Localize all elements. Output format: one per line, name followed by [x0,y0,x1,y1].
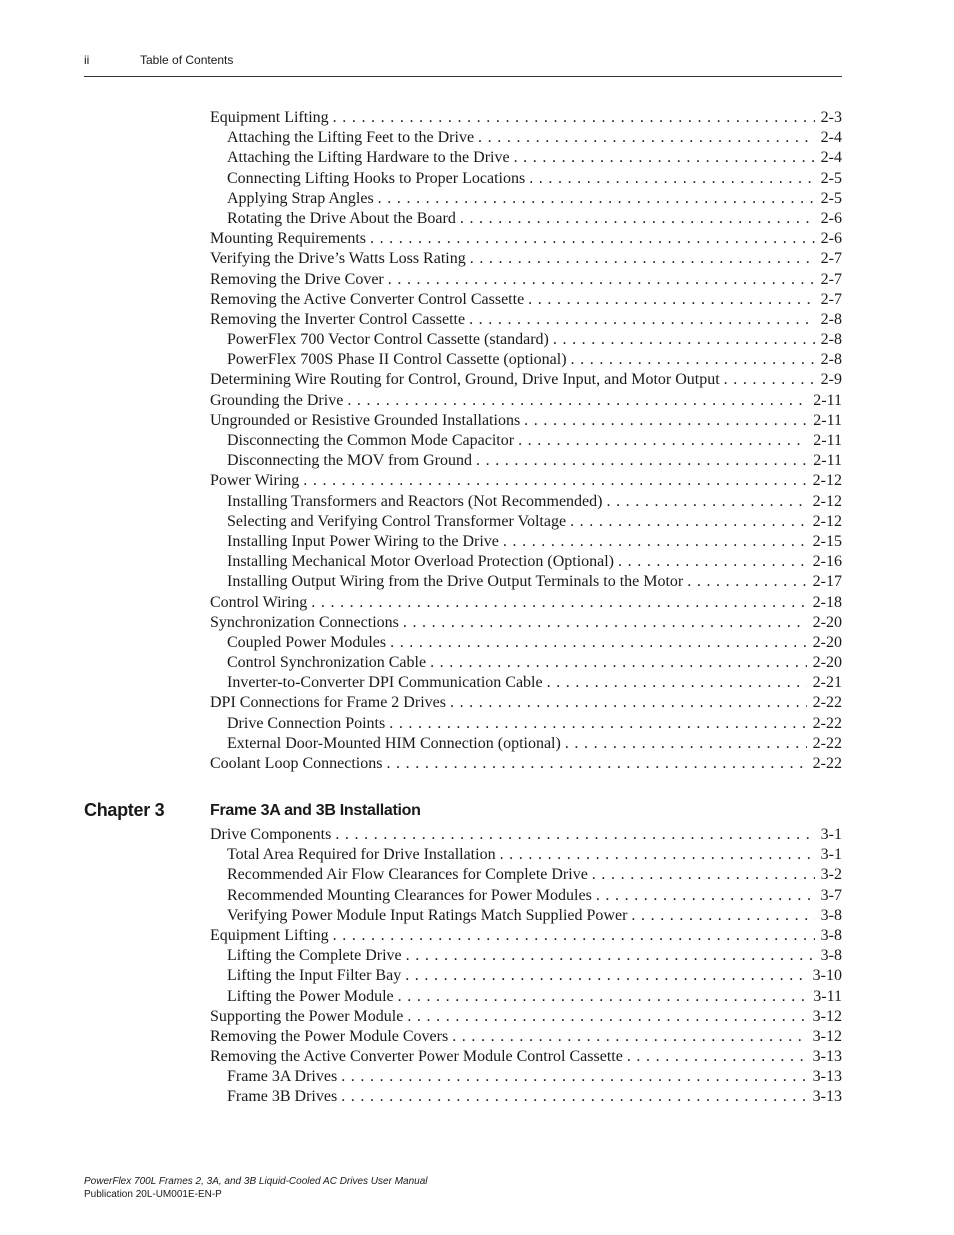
toc-entry-page: 3-2 [820,866,842,884]
toc-entry-page: 2-22 [812,755,842,772]
toc-entry-page: 3-1 [820,846,842,864]
toc-entry-title: Equipment Lifting [210,109,329,126]
toc-entry[interactable] [210,1007,842,1027]
page-number: ii [84,53,90,67]
toc-entry[interactable] [210,1087,842,1107]
toc-entry-title: Removing the Drive Cover [210,270,384,288]
toc-dot-leader [528,290,815,310]
toc-entry[interactable] [210,270,842,290]
toc-entry-page: 2-11 [813,452,842,470]
toc-entry[interactable] [210,330,842,350]
toc-entry-page: 2-11 [813,411,842,429]
toc-entry-title: Synchronization Connections [210,613,399,631]
toc-entry-page: 3-13 [812,1088,842,1106]
toc-dot-leader [430,653,807,673]
toc-dot-leader [452,1027,806,1047]
toc-entry-page: 2-7 [820,290,842,308]
toc-entry-title: Lifting the Input Filter Bay [227,967,402,985]
toc-dot-leader [403,613,807,633]
toc-entry[interactable] [210,108,842,128]
toc-entry[interactable] [210,1067,842,1087]
toc-entry-title: DPI Connections for Frame 2 Drives [210,694,446,712]
toc-entry-page: 3-12 [812,1027,842,1045]
toc-entry[interactable] [210,411,842,431]
toc-entry[interactable] [210,754,842,774]
toc-entry-title: Connecting Lifting Hooks to Proper Locations [227,169,526,187]
toc-entry-title: Coolant Loop Connections [210,755,383,772]
toc-entry-page: 2-18 [812,593,842,611]
toc-entry-title: Selecting and Verifying Control Transformer Voltage [227,512,567,530]
toc-entry-title: Installing Transformers and Reactors (Not Recommended) [227,492,603,510]
toc-dot-leader [618,552,807,572]
toc-dot-leader [518,431,807,451]
toc-dot-leader [565,734,807,754]
toc-entry-page: 2-12 [812,512,842,530]
toc-entry-page: 2-5 [820,169,842,187]
toc-entry-page: 2-8 [820,331,842,349]
toc-entry[interactable] [210,310,842,330]
chapter-title: Frame 3A and 3B Installation [210,802,421,819]
toc-dot-leader [311,593,806,613]
toc-entry-title: Control Synchronization Cable [227,654,427,672]
toc-entry[interactable] [210,249,842,269]
toc-entry-title: Frame 3A Drives [227,1068,338,1086]
toc-entry[interactable] [210,693,842,713]
toc-entry[interactable] [210,290,842,310]
toc-dot-leader [405,966,806,986]
toc-dot-leader [388,270,815,290]
toc-entry[interactable] [210,714,842,734]
toc-entry[interactable] [210,169,842,189]
toc-entry[interactable] [210,512,842,532]
toc-entry-title: Power Wiring [210,472,300,490]
toc-dot-leader [724,370,815,390]
toc-entry[interactable] [210,189,842,209]
toc-dot-leader [398,987,808,1007]
toc-dot-leader [470,249,815,269]
toc-dot-leader [333,926,815,946]
toc-entry-page: 2-20 [812,613,842,631]
toc-entry[interactable] [210,673,842,693]
toc-entry-page: 3-12 [812,1007,842,1025]
toc-dot-leader [450,693,807,713]
toc-entry-page: 3-8 [820,906,842,924]
toc-entry-title: Control Wiring [210,593,308,611]
toc-entry-page: 3-13 [812,1048,842,1066]
toc-entry-title: Determining Wire Routing for Control, Ground, Drive Input, and Motor Output [210,371,720,389]
toc-dot-leader [469,310,815,330]
toc-entry[interactable] [210,431,842,451]
toc-entry-title: Drive Connection Points [227,714,386,732]
toc-dot-leader [333,108,815,128]
toc-entry[interactable] [210,370,842,390]
toc-entry-title: PowerFlex 700 Vector Control Cassette (standard) [227,331,549,349]
toc-dot-leader [514,148,815,168]
toc-dot-leader [524,411,807,431]
toc-dot-leader [503,532,807,552]
toc-entry-page: 2-15 [812,532,842,550]
toc-entry[interactable] [210,128,842,148]
toc-dot-leader [341,1087,806,1107]
toc-entry[interactable] [210,552,842,572]
toc-entry-title: Removing the Power Module Covers [210,1027,449,1045]
toc-entry-title: Verifying the Drive’s Watts Loss Rating [210,250,466,268]
chapter-heading [84,800,842,824]
toc-entry[interactable] [210,906,842,926]
toc-entry-page: 2-20 [812,654,842,672]
toc-entry-page: 2-16 [812,553,842,571]
toc-list-chapter-3 [210,825,842,1108]
toc-entry-title: Supporting the Power Module [210,1007,404,1025]
toc-entry[interactable] [210,229,842,249]
toc-entry[interactable] [210,593,842,613]
toc-entry[interactable] [210,148,842,168]
toc-dot-leader [627,1047,807,1067]
toc-entry[interactable] [210,886,842,906]
toc-entry-title: Rotating the Drive About the Board [227,209,456,227]
toc-entry-title: Frame 3B Drives [227,1088,338,1106]
toc-entry-page: 2-12 [812,492,842,510]
toc-entry-title: Ungrounded or Resistive Grounded Installations [210,411,521,429]
toc-dot-leader [386,754,806,774]
toc-entry[interactable] [210,966,842,986]
toc-dot-leader [335,825,814,845]
toc-entry-title: PowerFlex 700S Phase II Control Cassette (optional) [227,351,567,369]
toc-entry[interactable] [210,572,842,592]
toc-dot-leader [687,572,806,592]
toc-dot-leader [476,451,807,471]
toc-entry-page: 2-6 [820,230,842,248]
toc-entry-title: Coupled Power Modules [227,633,387,651]
toc-entry-title: Installing Input Power Wiring to the Drive [227,532,499,550]
toc-entry-title: Attaching the Lifting Feet to the Drive [227,129,475,147]
toc-dot-leader [389,714,806,734]
toc-dot-leader [547,673,807,693]
toc-entry-title: Removing the Active Converter Control Cassette [210,290,525,308]
toc-dot-leader [478,128,815,148]
toc-dot-leader [390,633,807,653]
toc-entry-page: 3-7 [820,886,842,904]
toc-dot-leader [570,512,807,532]
toc-entry-title: Recommended Mounting Clearances for Power Modules [227,886,592,904]
toc-entry[interactable] [210,613,842,633]
toc-entry-page: 2-5 [820,189,842,207]
toc-entry-page: 2-12 [812,472,842,490]
toc-entry-page: 2-22 [812,714,842,732]
toc-dot-leader [571,350,815,370]
toc-entry-page: 3-13 [812,1068,842,1086]
toc-entry-title: Removing the Active Converter Power Module Control Cassette [210,1048,623,1066]
toc-dot-leader [347,391,807,411]
toc-entry-title: Installing Mechanical Motor Overload Protection (Optional) [227,553,615,571]
toc-entry-title: Applying Strap Angles [227,189,374,207]
toc-entry-title: Installing Output Wiring from the Drive Output Terminals to the Motor [227,573,684,591]
toc-entry-title: Recommended Air Flow Clearances for Complete Drive [227,866,588,884]
toc-entry-title: External Door-Mounted HIM Connection (optional) [227,734,561,752]
toc-dot-leader [631,906,814,926]
toc-entry-title: Lifting the Complete Drive [227,947,402,965]
toc-entry-title: Total Area Required for Drive Installation [227,846,496,864]
toc-dot-leader [500,845,815,865]
toc-entry-page: 3-10 [812,967,842,985]
toc-dot-leader [529,169,814,189]
toc-entry-page: 3-8 [820,947,842,965]
toc-entry-page: 2-17 [812,573,842,591]
page-footer [84,1175,428,1201]
toc-entry-page: 2-22 [812,694,842,712]
toc-entry-page: 2-9 [820,371,842,389]
toc-entry-title: Attaching the Lifting Hardware to the Drive [227,149,510,167]
page-header [84,52,842,77]
toc-entry-title: Inverter-to-Converter DPI Communication Cable [227,674,543,692]
toc-entry-page: 2-6 [820,209,842,227]
toc-entry-page: 2-4 [820,129,842,147]
toc-entry-page: 3-1 [820,826,842,843]
footer-manual-title: PowerFlex 700L Frames 2, 3A, and 3B Liquid-Cooled AC Drives User Manual [84,1176,428,1187]
toc-entry[interactable] [210,1047,842,1067]
toc-entry-page: 2-7 [820,250,842,268]
toc-entry[interactable] [210,1027,842,1047]
toc-entry[interactable] [210,734,842,754]
toc-dot-leader [341,1067,806,1087]
toc-entry-page: 2-21 [812,674,842,692]
toc-entry[interactable] [210,926,842,946]
chapter-label: Chapter 3 [84,800,165,820]
toc-dot-leader [378,189,815,209]
toc-dot-leader [370,229,815,249]
toc-entry-page: 2-22 [812,734,842,752]
toc-entry[interactable] [210,845,842,865]
toc-entry[interactable] [210,209,842,229]
toc-entry-page: 2-8 [820,310,842,328]
toc-entry-title: Disconnecting the MOV from Ground [227,452,472,470]
toc-entry[interactable] [210,451,842,471]
toc-entry[interactable] [210,532,842,552]
toc-entry[interactable] [210,350,842,370]
toc-entry-page: 2-20 [812,633,842,651]
toc-entry[interactable] [210,471,842,491]
toc-dot-leader [406,946,815,966]
toc-dot-leader [553,330,815,350]
toc-dot-leader [303,471,806,491]
toc-entry[interactable] [210,653,842,673]
toc-entry-title: Disconnecting the Common Mode Capacitor [227,432,515,449]
toc-dot-leader [407,1007,806,1027]
footer-publication: Publication 20L-UM001E-EN-P [84,1189,222,1200]
toc-entry-title: Drive Components [210,826,332,843]
toc-dot-leader [460,209,815,229]
header-title: Table of Contents [140,53,234,67]
toc-entry-page: 3-8 [820,926,842,944]
toc-entry[interactable] [210,987,842,1007]
toc-entry-title: Lifting the Power Module [227,987,394,1005]
toc-entry-page: 2-4 [820,149,842,167]
toc-entry-title: Grounding the Drive [210,391,344,409]
toc-entry-title: Removing the Inverter Control Cassette [210,310,466,328]
toc-entry-title: Verifying Power Module Input Ratings Match Supplied Power [227,906,628,924]
toc-dot-leader [596,886,815,906]
toc-entry-page: 2-11 [813,391,842,409]
toc-entry-page: 3-11 [813,987,842,1005]
toc-entry-title: Mounting Requirements [210,230,366,248]
toc-entry-title: Equipment Lifting [210,926,329,944]
toc-entry-page: 2-7 [820,270,842,288]
toc-entry[interactable] [210,825,842,845]
toc-entry[interactable] [210,865,842,885]
toc-entry-page: 2-3 [820,109,842,126]
toc-entry-page: 2-8 [820,351,842,369]
toc-entry-page: 2-11 [813,432,842,449]
toc-entry[interactable] [210,492,842,512]
toc-dot-leader [592,865,815,885]
toc-entry[interactable] [210,391,842,411]
toc-entry[interactable] [210,633,842,653]
toc-entry[interactable] [210,946,842,966]
toc-dot-leader [606,492,806,512]
toc-list-chapter-2 [210,108,842,774]
